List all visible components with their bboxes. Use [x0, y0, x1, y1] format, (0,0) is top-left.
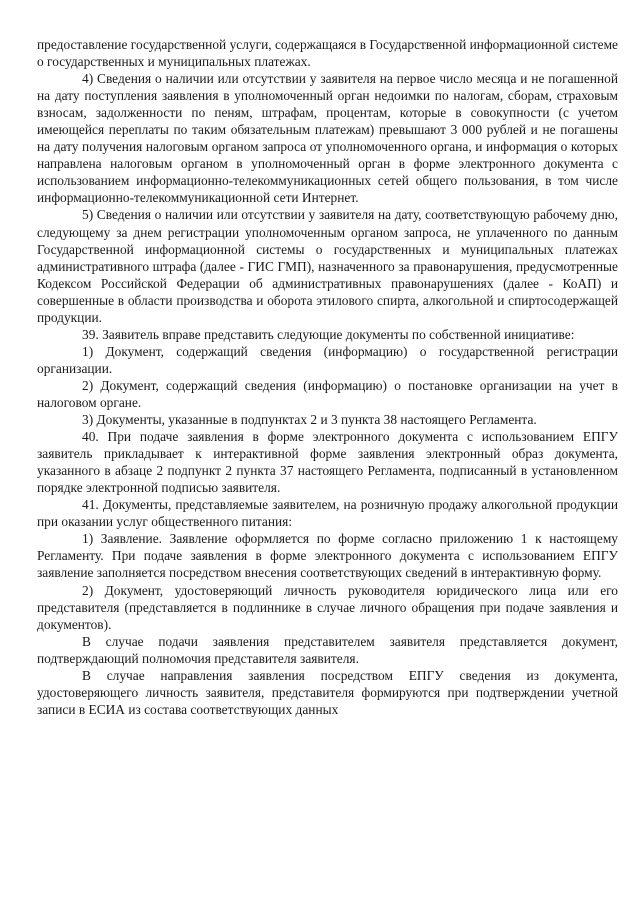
paragraph-39-item-1: 1) Документ, содержащий сведения (информацию) о государственной регистрации организации.	[37, 343, 618, 376]
paragraph-39-item-3: 3) Документы, указанные в подпунктах 2 и 3 пункта 38 настоящего Регламента.	[82, 412, 537, 428]
paragraph-39-item-2: 2) Документ, содержащий сведения (информацию) о постановке организации на учет в налоговом органе.	[37, 377, 618, 410]
paragraph-representative: В случае подачи заявления представителем заявителя представляется документ, подтверждающий полномочия представителя заявителя.	[37, 633, 618, 666]
paragraph-41-item-1: 1) Заявление. Заявление оформляется по форме согласно приложению 1 к настоящему Регламенту. При подаче заявления в форме электронного документа с использованием ЕПГУ заявление заполняется посредством внесения соответствующих сведений в интерактивную форму.	[37, 531, 618, 581]
paragraph-39: 39. Заявитель вправе представить следующие документы по собственной инициативе:	[82, 326, 575, 342]
paragraph-continuation: предоставление государственной услуги, содержащаяся в Государственной информационной системе о государственных и муниципальных платежах.	[37, 37, 618, 70]
paragraph-40: 40. При подаче заявления в форме электронного документа с использованием ЕПГУ заявитель прикладывает к интерактивной форме заявления электронный образ документа, указанного в абзаце 2 подпункт 2 пункта 37 настоящего Регламента, подписанный в установленном порядке электронной подписью заявителя.	[37, 429, 618, 496]
paragraph-41: 41. Документы, представляемые заявителем, на розничную продажу алкогольной продукции при оказании услуг общественного питания:	[37, 497, 618, 530]
paragraph-epgu: В случае направления заявления посредством ЕПГУ сведения из документа, удостоверяющего личность заявителя, представителя формируются при подтверждении учетной записи в ЕСИА из состава соответствующих данных	[37, 667, 618, 717]
document-body	[37, 36, 618, 718]
paragraph-41-item-2: 2) Документ, удостоверяющий личность руководителя юридического лица или его представителя (представляется в подлиннике в случае личного обращения при подаче заявления и документов).	[37, 582, 618, 632]
paragraph-item-5: 5) Сведения о наличии или отсутствии у заявителя на дату, соответствующую рабочему дню, следующему за днем регистрации уполномоченным органом запроса, не уплаченного по данным Государственной информационной системы о государственных и муниципальных платежах административного штрафа (далее - ГИС ГМП), назначенного за правонарушения, предусмотренные Кодексом Российской Федерации об административных правонарушениях (далее - КоАП) и совершенные в области производства и оборота этилового спирта, алкогольной и спиртосодержащей продукции.	[37, 207, 618, 325]
paragraph-item-4: 4) Сведения о наличии или отсутствии у заявителя на первое число месяца и не погашенной на дату поступления заявления в уполномоченный орган недоимки по налогам, сборам, страховым взносам, задолженности по пеням, штрафам, процентам, которые в совокупности (с учетом имеющейся переплаты по таким обязательным платежам) превышают 3 000 рублей и не погашены на дату получения налоговым органом запроса от уполномоченного органа, и информация о которых направлена налоговым органом в уполномоченный орган в форме электронного документа с использованием информационно-телекоммуникационных сетей общего пользования, в том числе информационно-телекоммуникационной сети Интернет.	[37, 71, 618, 206]
